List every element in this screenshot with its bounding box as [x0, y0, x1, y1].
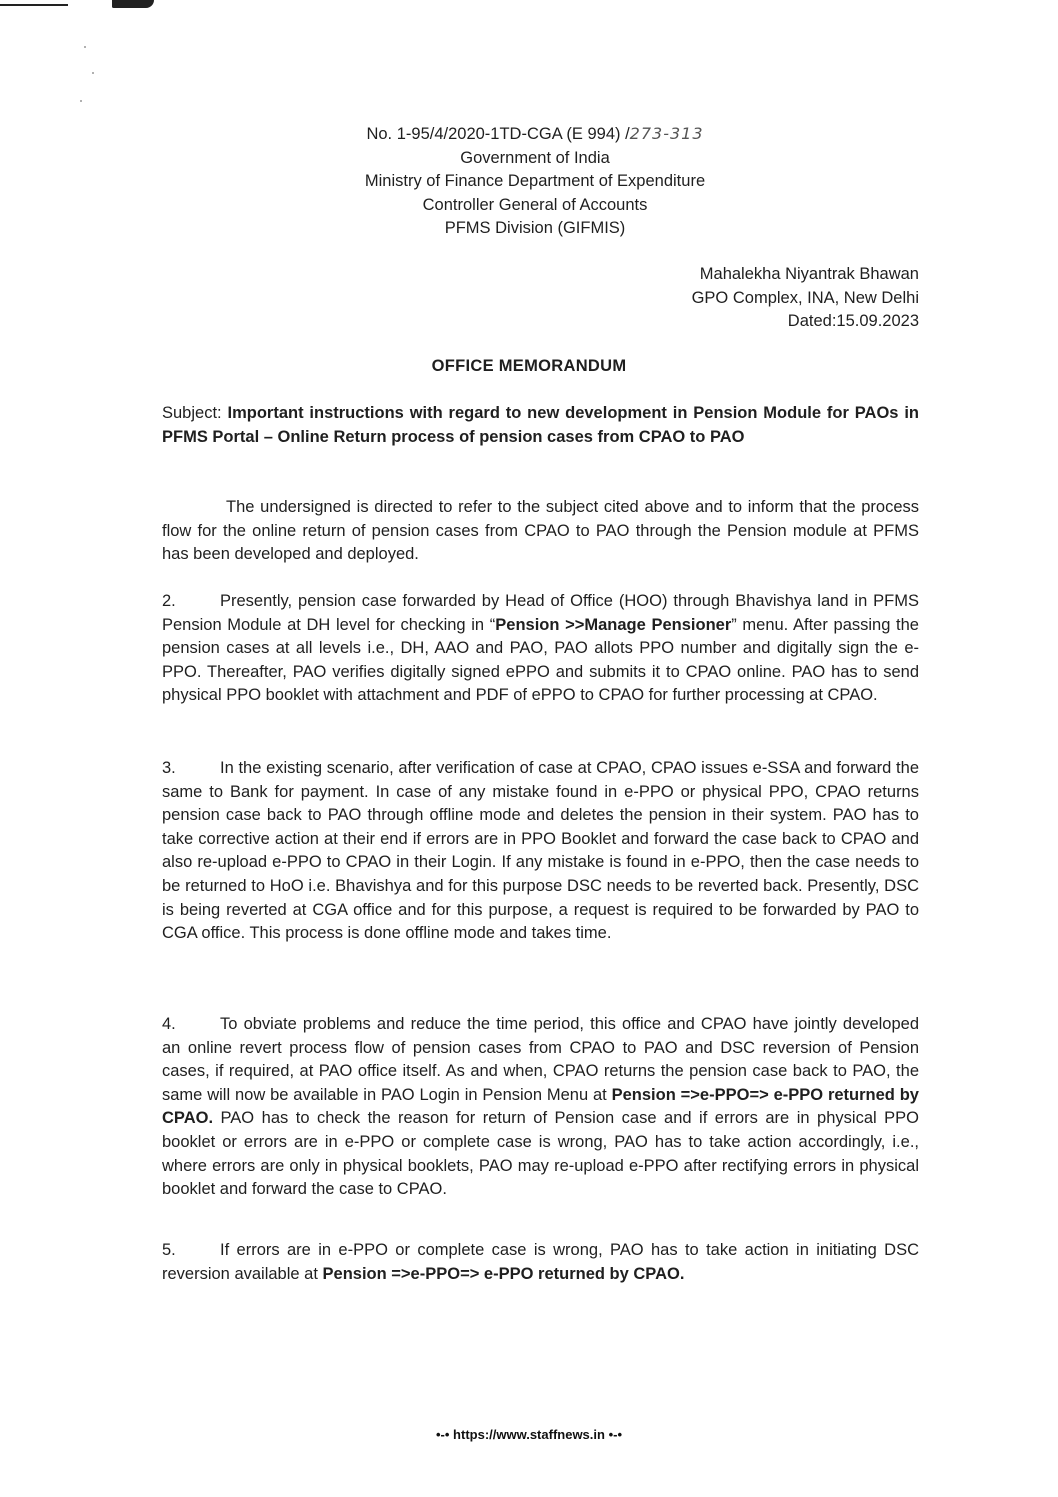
subject-text: Important instructions with regard to new development in Pension Module for PAOs in PFMS Portal – Online Return process of pension cases from CPAO to PAO	[162, 404, 919, 446]
paragraph-5	[162, 1239, 919, 1286]
reference-number	[300, 122, 770, 147]
paragraph-3	[162, 757, 919, 946]
paragraph-text: In the existing scenario, after verification of case at CPAO, CPAO issues e-SSA and forward the same to Bank for payment. In case of any mistake found in e-PPO or physical PPO, CPAO returns pension case back to PAO through offline mode and deletes the pension in their system. PAO has to take corrective action at their end if errors are in PPO Booklet and forward the case back to CPAO and also re-upload e-PPO to CPAO in their Login. If any mistake is found in e-PPO, then the case needs to be returned to HoO i.e. Bhavishya and for this purpose DSC needs to be reverted back. Presently, DSC is being reverted at CGA office and for this purpose, a request is required to be forwarded by PAO to CGA office. This process is done offline mode and takes time.	[162, 759, 919, 943]
division-line: PFMS Division (GIFMIS)	[444, 219, 626, 237]
scan-speck	[84, 46, 86, 48]
paragraph-text: To obviate problems and reduce the time period, this office and CPAO have jointly developed an online revert process flow of pension cases from CPAO to PAO and DSC reversion of Pension cases, if required, at PAO office itself. As and when, CPAO returns the pension case back to PAO, the same will now be available in PAO Login in Pension Menu at	[162, 1015, 919, 1104]
ministry-line: Ministry of Finance Department of Expenditure	[364, 172, 706, 190]
handwritten-reference: 273-313	[629, 124, 704, 143]
paragraph-number: 5.	[162, 1241, 176, 1259]
menu-path: Pension =>e-PPO=> e-PPO returned by CPAO.	[322, 1264, 685, 1283]
paragraph-text: Presently, pension case forwarded by Head of Office (HOO) through Bhavishya land in PFMS Pension Module at DH level for checking in “	[162, 592, 919, 634]
paragraph-1: The undersigned is directed to refer to the subject cited above and to inform that the process flow for the online return of pension cases from CPAO to PAO through the Pension module at PFMS has been developed and deployed.	[162, 498, 919, 564]
scan-mark-blob	[112, 0, 154, 8]
footer-link[interactable]: •-• https://www.staffnews.in •-•	[436, 1427, 622, 1442]
paragraph-number: 3.	[162, 759, 176, 777]
paragraph-4	[162, 1013, 919, 1202]
scan-speck	[80, 100, 82, 102]
scan-speck	[92, 72, 94, 74]
address-line-1: Mahalekha Niyantrak Bhawan	[699, 265, 919, 283]
paragraph-text: PAO has to check the reason for return of Pension case and if errors are in physical PPO booklet or errors are in e-PPO or complete case is wrong, PAO has to take action accordingly, i.e., where errors are only in physical booklets, PAO may re-upload e-PPO after rectifying errors in physical booklet and forward the case to CPAO.	[162, 1109, 919, 1199]
subject-label: Subject:	[162, 404, 228, 422]
government-line: Government of India	[460, 148, 610, 167]
scan-mark-line	[0, 4, 68, 6]
subject	[162, 402, 919, 449]
menu-path: Pension >>Manage Pensioner	[495, 615, 732, 634]
letterhead	[300, 122, 770, 241]
controller-line: Controller General of Accounts	[422, 195, 648, 214]
reference-number-text: No. 1-95/4/2020-1TD-CGA (E 994) /	[366, 125, 630, 143]
paragraph-text: ” menu. After passing the pension cases at all levels i.e., DH, AAO and PAO, PAO allots PPO number and digitally sign the e-PPO. Thereafter, PAO verifies digitally signed ePPO and submits it to CPAO online. PAO has to send physical PPO booklet with attachment and PDF of ePPO to CPAO for further processing at CPAO.	[162, 615, 919, 705]
address-line-2: GPO Complex, INA, New Delhi	[691, 288, 919, 307]
paragraph-number: 2.	[162, 592, 176, 610]
memo-title: OFFICE MEMORANDUM	[431, 357, 627, 375]
paragraph-number: 4.	[162, 1015, 176, 1033]
paragraph-2	[162, 590, 919, 708]
address-block	[692, 263, 919, 334]
paragraph-text: If errors are in e-PPO or complete case is wrong, PAO has to take action in initiating DSC reversion available at	[162, 1241, 919, 1283]
date-line: Dated:15.09.2023	[787, 312, 919, 330]
menu-path: Pension =>e-PPO=> e-PPO returned by CPAO.	[162, 1085, 919, 1128]
